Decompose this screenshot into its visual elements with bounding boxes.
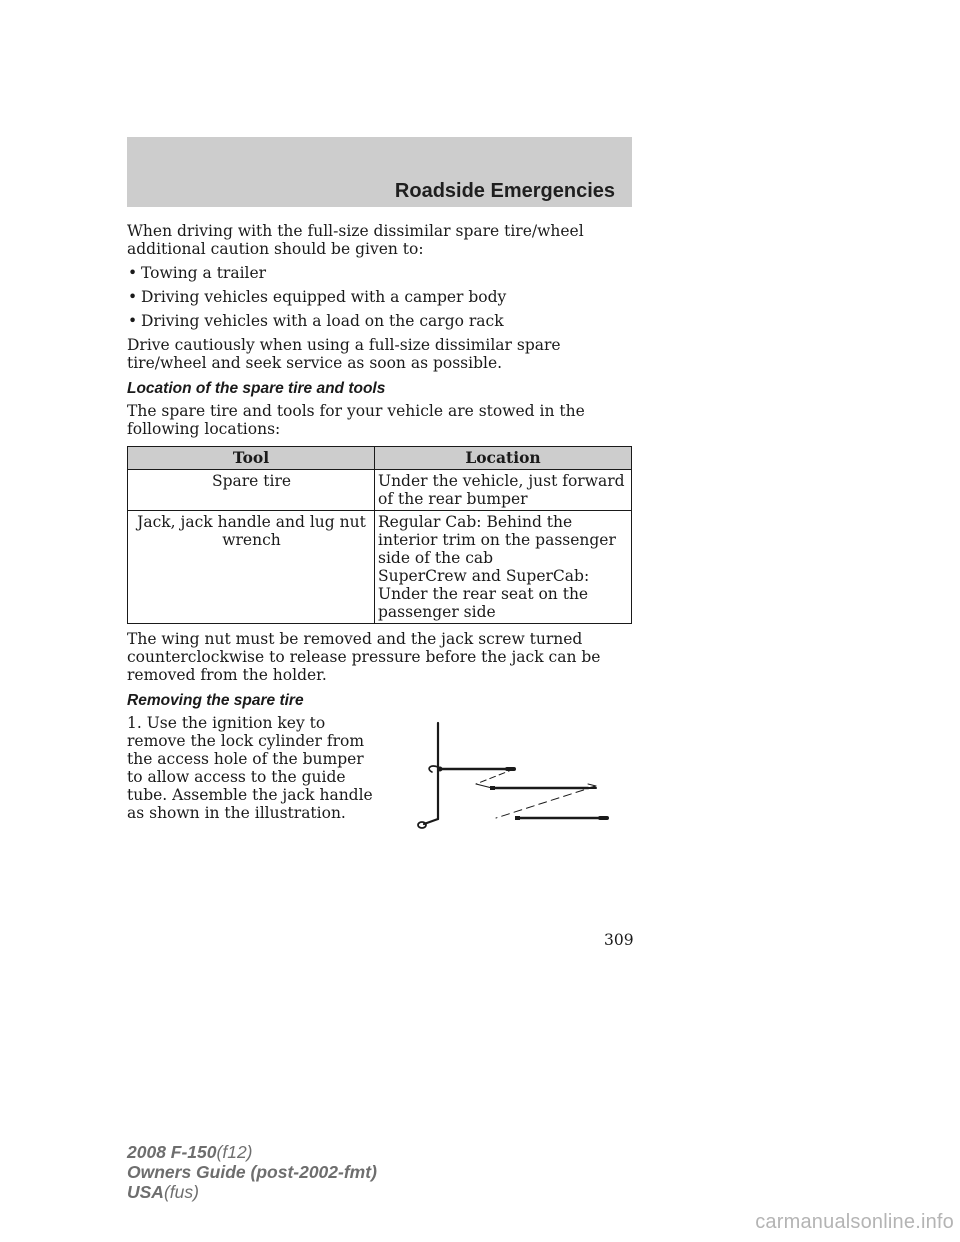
section-header-band — [127, 137, 632, 207]
footer-model-code: (f12) — [216, 1142, 253, 1162]
table-cell-location — [375, 470, 632, 511]
list-item: • Driving vehicles equipped with a camper body — [127, 288, 632, 306]
page-number: 309 — [604, 931, 634, 949]
footer-line-guide — [127, 1162, 377, 1182]
table-row — [128, 470, 632, 511]
list-item: • Driving vehicles with a load on the cargo rack — [127, 312, 632, 330]
table-cell-tool: Jack, jack handle and lug nut wrench — [128, 511, 375, 624]
jack-removal-paragraph: The wing nut must be removed and the jack screw turned counterclockwise to release pressure before the jack can be removed from the holder. — [127, 630, 601, 684]
removing-heading: Removing the spare tire — [127, 692, 304, 709]
footer-model: 2008 F-150 — [127, 1142, 217, 1162]
caution-list — [127, 264, 632, 330]
location-heading: Location of the spare tire and tools — [127, 380, 386, 397]
column-header-location: Location — [375, 447, 632, 470]
document-footer — [127, 1142, 377, 1202]
table-header-row — [128, 447, 632, 470]
step-1-text: 1. Use the ignition key to remove the lock cylinder from the access hole of the bumper to allow access to the guide tube. Assemble the jack handle as shown in the illustration. — [127, 714, 373, 822]
caution-paragraph: When driving with the full-size dissimilar spare tire/wheel additional caution should be given to: — [127, 222, 584, 258]
table-row — [128, 511, 632, 624]
footer-market-code: (fus) — [163, 1182, 199, 1202]
list-item: • Towing a trailer — [127, 264, 632, 282]
location-text: Under the vehicle, just forward of the rear bumper — [378, 472, 625, 508]
table-cell-location — [375, 511, 632, 624]
column-header-tool: Tool — [128, 447, 375, 470]
table-cell-tool: Spare tire — [128, 470, 375, 511]
footer-market: USA — [127, 1182, 164, 1202]
footer-guide-format: Owners Guide (post-2002-fmt) — [127, 1162, 377, 1182]
footer-line-model — [127, 1142, 377, 1162]
footer-line-market — [127, 1182, 377, 1202]
location-text: SuperCrew and SuperCab: Under the rear seat on the passenger side — [378, 567, 590, 621]
section-title: Roadside Emergencies — [394, 180, 615, 202]
location-intro-paragraph: The spare tire and tools for your vehicle are stowed in the following locations: — [127, 402, 585, 438]
tools-location-table — [127, 446, 632, 624]
drive-cautiously-paragraph: Drive cautiously when using a full-size dissimilar spare tire/wheel and seek service as soon as possible. — [127, 336, 561, 372]
jack-handle-illustration — [410, 717, 615, 832]
location-text: Regular Cab: Behind the interior trim on the passenger side of the cab — [378, 513, 616, 567]
watermark: carmanualsonline.info — [755, 1211, 954, 1233]
